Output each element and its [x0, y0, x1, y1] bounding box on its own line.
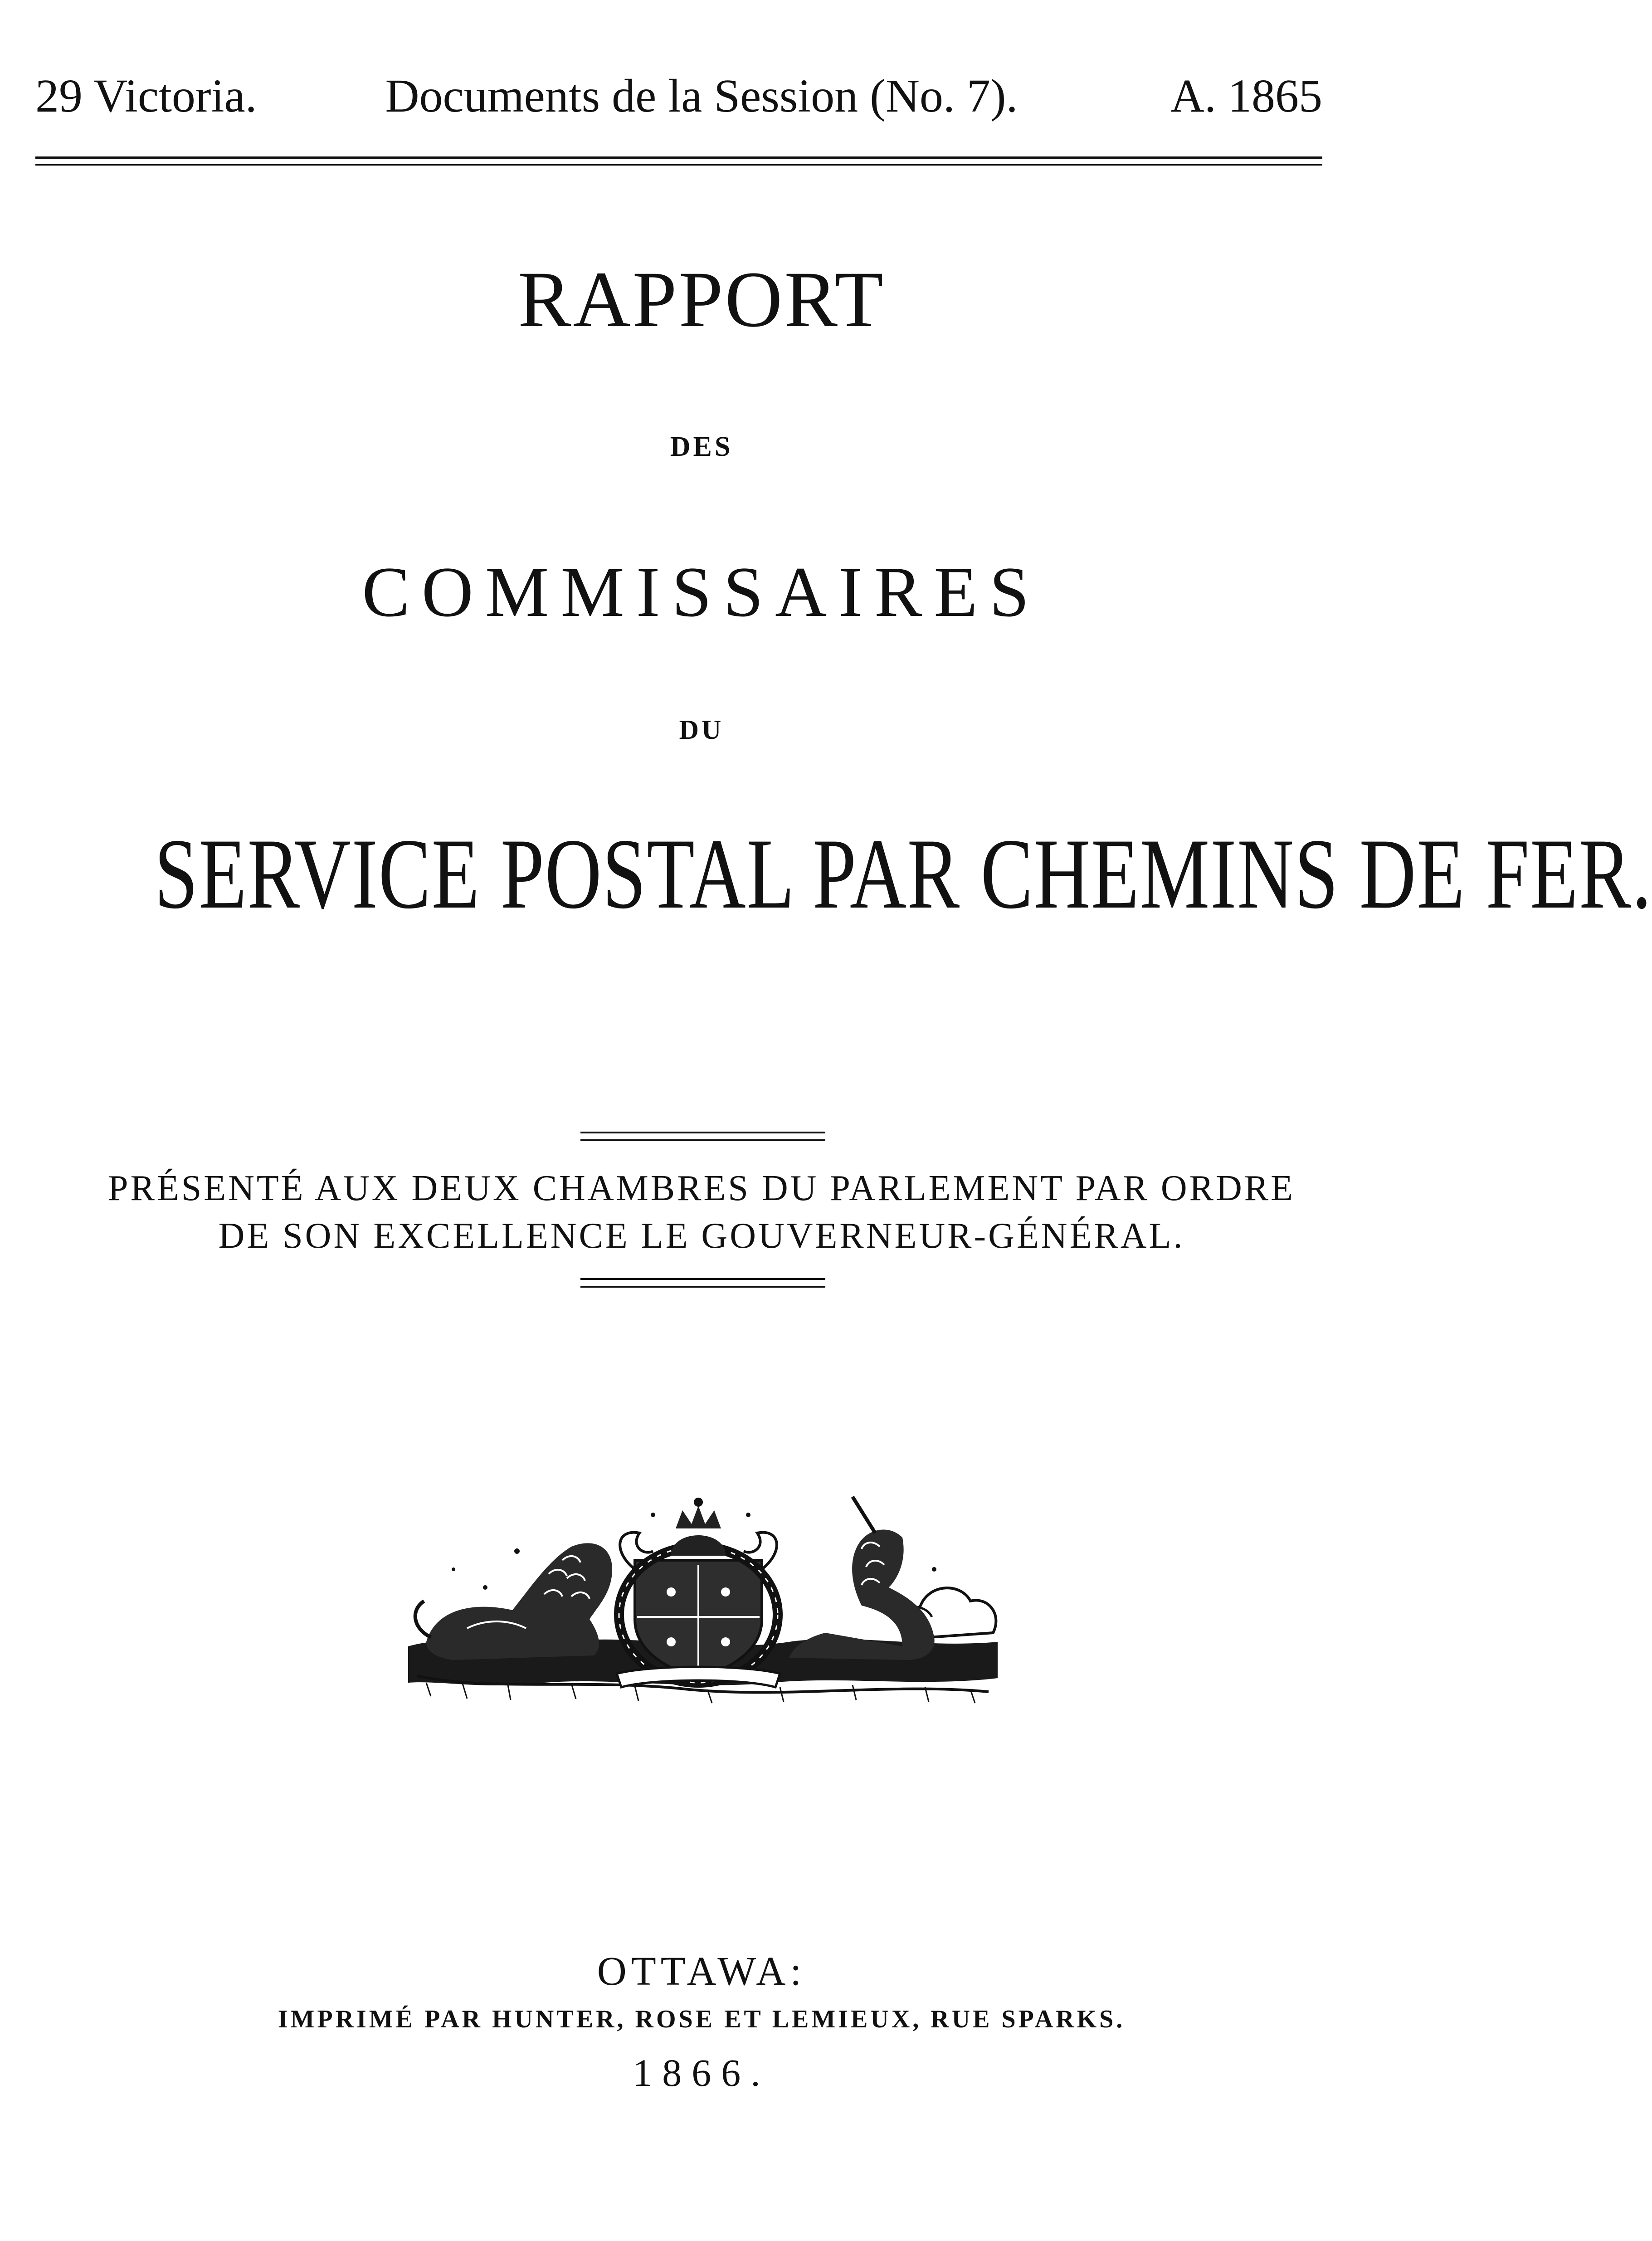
title-service-postal: SERVICE POSTAL PAR CHEMINS DE FER.	[154, 818, 1652, 930]
running-head-right: A. 1865	[1170, 70, 1322, 122]
header-rule-bottom	[35, 164, 1322, 166]
presented-line-2: DE SON EXCELLENCE LE GOUVERNEUR-GÉNÉRAL.	[218, 1216, 1185, 1256]
title-rapport: RAPPORT	[518, 255, 885, 344]
header-rule-top	[35, 156, 1322, 159]
imprint-year: 1866.	[633, 2051, 770, 2095]
running-head-center: Documents de la Session (No. 7).	[385, 70, 1018, 122]
royal-coat-of-arms-icon	[399, 1497, 1007, 1714]
imprint-city: OTTAWA:	[597, 1949, 806, 1994]
presented-line-1: PRÉSENTÉ AUX DEUX CHAMBRES DU PARLEMENT PAR ORDRE	[108, 1168, 1295, 1208]
imprint-printer: IMPRIMÉ PAR HUNTER, ROSE ET LEMIEUX, RUE SPARKS.	[278, 2005, 1126, 2033]
presented-rule-top-2	[580, 1139, 825, 1141]
presented-rule-bottom-2	[580, 1286, 825, 1288]
presented-rule-bottom-1	[580, 1278, 825, 1280]
presented-rule-top-1	[580, 1132, 825, 1133]
title-commissaires: COMMISSAIRES	[362, 552, 1041, 632]
running-head-left: 29 Victoria.	[35, 70, 257, 122]
title-des: DES	[670, 431, 733, 462]
title-du: DU	[679, 715, 724, 745]
